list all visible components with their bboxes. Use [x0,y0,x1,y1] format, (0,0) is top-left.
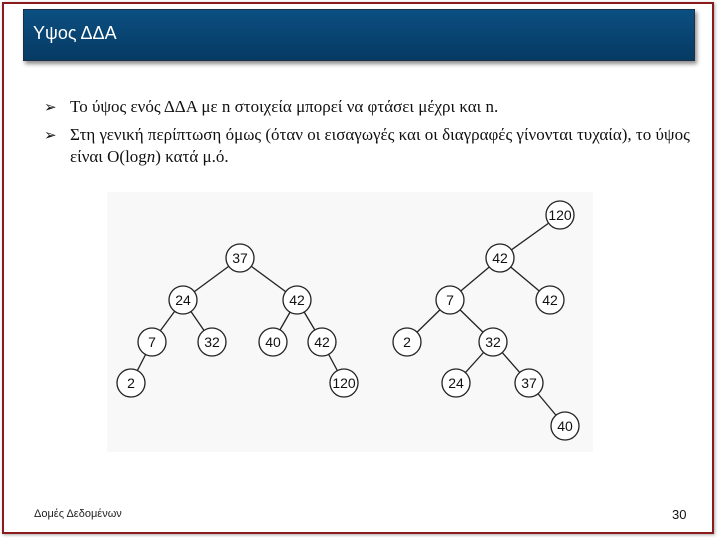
node-label: 40 [557,418,573,434]
bullet-item-1 [44,96,694,118]
bst-diagram [107,192,593,452]
node-label: 7 [446,292,454,308]
node-label: 7 [148,334,156,350]
node-label: 24 [175,292,191,308]
node-label: 2 [403,334,411,350]
tree-node [198,328,226,356]
node-label: 2 [127,375,135,391]
tree-node [551,412,579,440]
footer-course-name: Δομές Δεδομένων [34,508,122,520]
tree-node [479,328,507,356]
tree-node [436,286,464,314]
tree-node [169,286,197,314]
node-label: 40 [265,334,281,350]
node-label: 42 [542,292,558,308]
tree-node [546,201,574,229]
tree-node [138,328,166,356]
bullet-list [44,96,694,174]
tree-node [330,369,358,397]
bullet-item-2 [44,124,694,168]
node-label: 37 [521,375,537,391]
tree-node [486,244,514,272]
bullet-text-1: Το ύψος ενός ΔΔΑ με n στοιχεία μπορεί να φτάσει μέχρι και n. [70,97,499,116]
tree-node [308,328,336,356]
node-label: 42 [492,250,508,266]
slide-title: Υψος ΔΔΑ [33,23,117,43]
node-label: 32 [204,334,220,350]
node-label: 32 [485,334,501,350]
node-label: 120 [332,375,356,391]
tree-node [283,286,311,314]
title-bar [23,9,695,61]
tree-node [226,244,254,272]
node-label: 24 [448,375,464,391]
node-label: 120 [548,207,572,223]
arrow-bullet-icon: ➢ [44,98,57,116]
tree-node [442,369,470,397]
bullet-text-2-part-1: Στη γενική περίπτωση όμως (όταν οι εισαγωγές και οι διαγραφές γίνονται τυχαία), το ύψος είναι O(log [70,125,690,166]
bullet-text-2-var: n [146,147,156,166]
page-number: 30 [672,507,687,522]
bullet-text-2-part-2: ) κατά μ.ό. [155,147,229,166]
bullet-text-2 [70,125,690,166]
bst-figure [107,192,593,452]
tree-node [259,328,287,356]
tree-node [515,369,543,397]
arrow-bullet-icon: ➢ [44,126,57,144]
tree-node [536,286,564,314]
node-label: 42 [314,334,330,350]
tree-node [393,328,421,356]
node-label: 37 [232,250,248,266]
tree-node [117,369,145,397]
node-label: 42 [289,292,305,308]
